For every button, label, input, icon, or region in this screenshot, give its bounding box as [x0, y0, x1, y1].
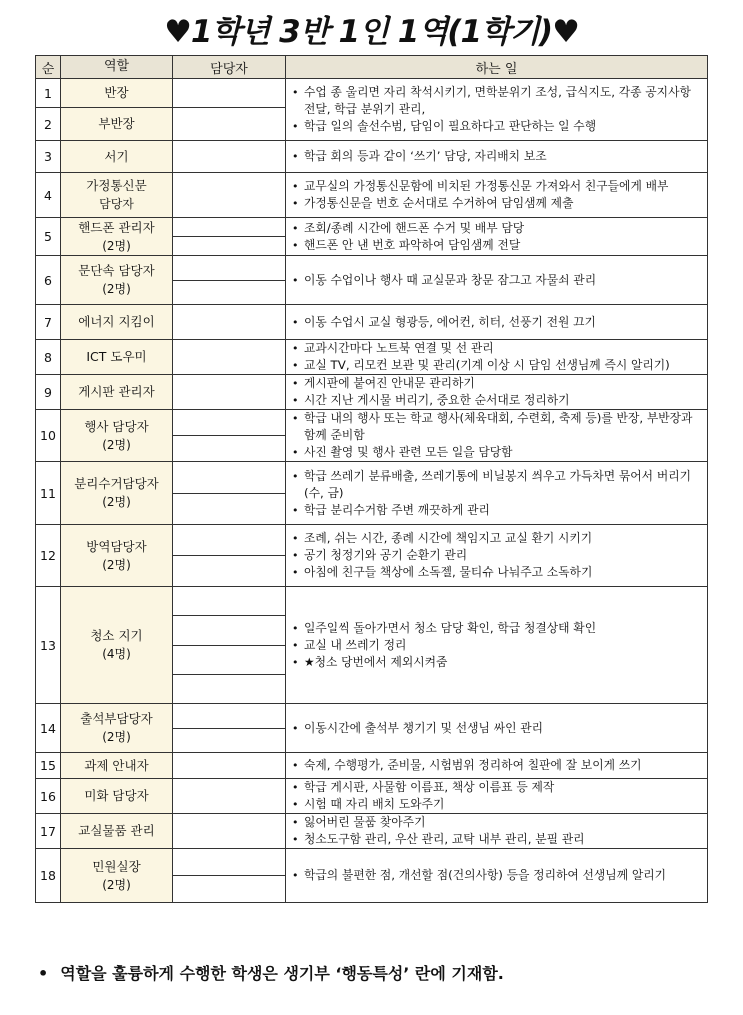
duty-item: • 시간 지난 게시물 버리기, 중요한 순서대로 정리하기 — [286, 392, 707, 409]
duty-list — [286, 867, 707, 884]
role-name: 출석부담당자 — [80, 711, 153, 726]
role-count: 담당자 — [99, 197, 134, 211]
manager-slot[interactable] — [173, 849, 285, 876]
role-count: (2명) — [102, 557, 131, 572]
duty-item: • 학급 일의 솔선수범, 담임이 필요하다고 판단하는 일 수행 — [286, 118, 707, 135]
duty-item: • 공기 청정기와 공기 순환기 관리 — [286, 547, 707, 564]
role-name: 반장 — [104, 85, 129, 100]
row-number: 6 — [36, 256, 61, 305]
role-cell — [61, 218, 173, 256]
duties-cell — [286, 410, 708, 462]
row-number: 9 — [36, 375, 61, 410]
manager-slot[interactable] — [173, 108, 285, 140]
manager-cell — [173, 141, 286, 173]
manager-slot[interactable] — [173, 525, 285, 556]
duty-item: • ★청소 당번에서 제외시켜줌 — [286, 654, 707, 671]
manager-slot[interactable] — [173, 587, 285, 616]
role-name: 가정통신문 — [86, 178, 147, 193]
duties-cell — [286, 587, 708, 704]
manager-slot[interactable] — [173, 779, 285, 813]
role-name: 게시판 관리자 — [78, 384, 155, 399]
table-row — [36, 779, 708, 814]
row-number: 15 — [36, 753, 61, 779]
duty-item: • 이동 수업시 교실 형광등, 에어컨, 히터, 선풍기 전원 끄기 — [286, 314, 707, 331]
row-number: 2 — [36, 108, 61, 141]
duties-cell — [286, 779, 708, 814]
table-row — [36, 462, 708, 525]
duties-cell — [286, 79, 708, 141]
table-row — [36, 218, 708, 256]
manager-slot[interactable] — [173, 815, 285, 848]
duties-cell — [286, 141, 708, 173]
manager-cell — [173, 525, 286, 587]
duty-item: • 숙제, 수행평가, 준비물, 시험범위 정리하여 칠판에 잘 보이게 쓰기 — [286, 757, 707, 774]
duty-item: • 시험 때 자리 배치 도와주기 — [286, 796, 707, 813]
manager-slot[interactable] — [173, 675, 285, 703]
footnote-bullet: • — [38, 964, 49, 983]
row-number: 13 — [36, 587, 61, 704]
table-row — [36, 141, 708, 173]
duty-list — [286, 340, 707, 374]
header-duties: 하는 일 — [286, 56, 708, 79]
manager-slot[interactable] — [173, 646, 285, 675]
duties-cell — [286, 256, 708, 305]
manager-cell — [173, 256, 286, 305]
manager-slot[interactable] — [173, 305, 285, 339]
duties-cell — [286, 305, 708, 340]
row-number: 18 — [36, 849, 61, 903]
manager-slot[interactable] — [173, 376, 285, 409]
duties-cell — [286, 814, 708, 849]
duty-item: • 학급 게시판, 사물함 이름표, 책상 이름표 등 제작 — [286, 779, 707, 796]
role-count: (2명) — [102, 238, 131, 253]
role-name: 부반장 — [98, 116, 135, 131]
manager-slot[interactable] — [173, 237, 285, 255]
duty-list — [286, 410, 707, 461]
manager-slot[interactable] — [173, 173, 285, 217]
role-cell — [61, 704, 173, 753]
table-row — [36, 525, 708, 587]
duty-list — [286, 220, 707, 254]
role-name: 서기 — [104, 148, 129, 164]
manager-slot[interactable] — [173, 704, 285, 729]
duty-item: • 일주일씩 돌아가면서 청소 담당 확인, 학급 청결상태 확인 — [286, 620, 707, 637]
manager-slot[interactable] — [173, 341, 285, 374]
footnote-text: 역할을 훌륭하게 수행한 학생은 생기부 ‘행동특성’ 란에 기재함. — [60, 964, 504, 983]
duty-item: • 교무실의 가정통신문함에 비치된 가정통신문 가져와서 친구들에게 배부 — [286, 178, 707, 195]
duty-list — [286, 375, 707, 409]
role-name: 민원실장 — [92, 858, 141, 874]
duty-item: • 핸드폰 안 낸 번호 파악하여 담임샘께 전달 — [286, 237, 707, 254]
role-count: (2명) — [102, 437, 131, 452]
manager-cell — [173, 704, 286, 753]
manager-slot[interactable] — [173, 729, 285, 753]
duty-item: • 게시판에 붙여진 안내문 관리하기 — [286, 375, 707, 392]
role-name: ICT 도우미 — [86, 349, 147, 364]
duty-list — [286, 779, 707, 813]
table-row — [36, 704, 708, 753]
duty-item: • 학급 내의 행사 또는 학교 행사(체육대회, 수련회, 축제 등)를 반장, 부반장과 함께 준비함 — [286, 410, 707, 444]
role-cell — [61, 173, 173, 218]
duty-item: • 가정통신문을 번호 순서대로 수거하여 담임샘께 제출 — [286, 195, 707, 212]
manager-slot[interactable] — [173, 556, 285, 586]
manager-cell — [173, 173, 286, 218]
manager-slot[interactable] — [173, 281, 285, 305]
duty-list — [286, 720, 707, 737]
role-cell — [61, 849, 173, 903]
role-cell — [61, 305, 173, 340]
duty-list — [286, 272, 707, 289]
duty-list — [286, 148, 707, 165]
footnote — [38, 961, 504, 984]
duty-list — [286, 468, 707, 519]
duty-item: • 수업 종 울리면 자리 착석시키기, 면학분위기 조성, 급식지도, 각종 공지사항 전달, 학급 분위기 관리, — [286, 84, 707, 118]
duty-item: • 사진 촬영 및 행사 관련 모든 일을 담당함 — [286, 444, 707, 461]
duty-item: • 이동 수업이나 행사 때 교실문과 창문 잠그고 자물쇠 관리 — [286, 272, 707, 289]
manager-cell — [173, 108, 286, 141]
duty-list — [286, 530, 707, 581]
role-name: 핸드폰 관리자 — [78, 219, 155, 235]
manager-slot[interactable] — [173, 79, 285, 107]
table-row — [36, 587, 708, 704]
table-row — [36, 79, 708, 108]
row-number: 8 — [36, 340, 61, 375]
duty-item: • 학급 회의 등과 같이 ‘쓰기’ 담당, 자리배치 보조 — [286, 148, 707, 165]
role-name: 청소 지기 — [90, 628, 143, 643]
role-cell — [61, 525, 173, 587]
duty-item: • 교과시간마다 노트북 연결 및 선 관리 — [286, 340, 707, 357]
table-row — [36, 753, 708, 779]
duty-item: • 학급의 불편한 점, 개선할 점(건의사항) 등을 정리하여 선생님께 알리기 — [286, 867, 707, 884]
manager-cell — [173, 305, 286, 340]
table-row — [36, 849, 708, 903]
duties-cell — [286, 375, 708, 410]
duty-item: • 아침에 친구들 책상에 소독젤, 물티슈 나눠주고 소독하기 — [286, 564, 707, 581]
row-number: 10 — [36, 410, 61, 462]
duty-item: • 교실 TV, 리모컨 보관 및 관리(기계 이상 시 담임 선생님께 즉시 알리기) — [286, 357, 707, 374]
manager-cell — [173, 587, 286, 704]
manager-slot[interactable] — [173, 494, 285, 525]
duty-item: • 조례, 쉬는 시간, 종례 시간에 책임지고 교실 환기 시키기 — [286, 530, 707, 547]
duties-cell — [286, 525, 708, 587]
duty-list — [286, 314, 707, 331]
manager-slot[interactable] — [173, 876, 285, 902]
manager-slot[interactable] — [173, 256, 285, 281]
role-name: 방역담당자 — [86, 538, 147, 554]
header-role: 역할 — [61, 56, 173, 79]
row-number: 11 — [36, 462, 61, 525]
duty-item: • 조회/종례 시간에 핸드폰 수거 및 배부 담당 — [286, 220, 707, 237]
manager-slot[interactable] — [173, 616, 285, 645]
role-cell — [61, 108, 173, 141]
duty-list — [286, 814, 707, 848]
manager-slot[interactable] — [173, 141, 285, 172]
duties-cell — [286, 753, 708, 779]
manager-cell — [173, 779, 286, 814]
duties-cell — [286, 704, 708, 753]
duties-cell — [286, 462, 708, 525]
duties-cell — [286, 849, 708, 903]
duties-cell — [286, 173, 708, 218]
duty-item: • 학급 분리수거함 주변 깨끗하게 관리 — [286, 502, 707, 519]
manager-slot[interactable] — [173, 218, 285, 237]
manager-cell — [173, 375, 286, 410]
duty-item: • 교실 내 쓰레기 정리 — [286, 637, 707, 654]
role-count: (2명) — [102, 730, 131, 744]
role-cell — [61, 375, 173, 410]
row-number: 16 — [36, 779, 61, 814]
manager-cell — [173, 218, 286, 256]
duty-item: • 이동시간에 출석부 챙기기 및 선생님 싸인 관리 — [286, 720, 707, 737]
role-name: 분리수거담당자 — [74, 476, 159, 491]
table-row — [36, 256, 708, 305]
duty-list — [286, 84, 707, 135]
role-cell — [61, 256, 173, 305]
page-title: ♥1학년 3반 1인 1역(1학기)♥ — [164, 14, 579, 50]
table-row — [36, 814, 708, 849]
role-cell — [61, 753, 173, 779]
manager-cell — [173, 462, 286, 525]
role-name: 미화 담당자 — [84, 788, 149, 803]
role-count: (2명) — [102, 282, 131, 296]
manager-cell — [173, 849, 286, 903]
row-number: 4 — [36, 173, 61, 218]
role-name: 과제 안내자 — [84, 757, 149, 773]
manager-slot[interactable] — [173, 462, 285, 494]
duty-item: • 잃어버린 물품 찾아주기 — [286, 814, 707, 831]
duty-item: • 학급 쓰레기 분류배출, 쓰레기통에 비닐봉지 씌우고 가득차면 묶어서 버리기 (수, 금) — [286, 468, 707, 502]
role-cell — [61, 587, 173, 704]
manager-cell — [173, 410, 286, 462]
table-row — [36, 375, 708, 410]
table-row — [36, 305, 708, 340]
row-number: 3 — [36, 141, 61, 173]
table-row — [36, 340, 708, 375]
row-number: 14 — [36, 704, 61, 753]
row-number: 5 — [36, 218, 61, 256]
row-number: 12 — [36, 525, 61, 587]
role-name: 문단속 담당자 — [78, 263, 155, 278]
role-table — [35, 55, 708, 903]
table-header-row — [36, 56, 708, 79]
role-cell — [61, 79, 173, 108]
role-cell — [61, 410, 173, 462]
role-count: (4명) — [102, 647, 131, 661]
manager-cell — [173, 753, 286, 779]
table-row — [36, 410, 708, 462]
role-cell — [61, 141, 173, 173]
duty-list — [286, 757, 707, 774]
role-cell — [61, 779, 173, 814]
row-number: 1 — [36, 79, 61, 108]
header-manager: 담당자 — [173, 56, 286, 79]
row-number: 7 — [36, 305, 61, 340]
manager-cell — [173, 814, 286, 849]
role-cell — [61, 814, 173, 849]
duties-cell — [286, 218, 708, 256]
manager-cell — [173, 79, 286, 108]
manager-slot[interactable] — [173, 753, 285, 778]
role-cell — [61, 340, 173, 375]
duty-list — [286, 178, 707, 212]
header-no: 순 — [36, 56, 61, 79]
manager-slot[interactable] — [173, 436, 285, 461]
duty-list — [286, 620, 707, 671]
manager-slot[interactable] — [173, 410, 285, 436]
duties-cell — [286, 340, 708, 375]
table-row — [36, 173, 708, 218]
role-count: (2명) — [102, 877, 131, 892]
role-count: (2명) — [102, 495, 131, 509]
role-name: 교실물품 관리 — [78, 823, 155, 838]
role-name: 에너지 지킴이 — [78, 314, 155, 329]
duty-item: • 청소도구함 관리, 우산 관리, 교탁 내부 관리, 분필 관리 — [286, 831, 707, 848]
role-name: 행사 담당자 — [84, 418, 149, 434]
role-cell — [61, 462, 173, 525]
manager-cell — [173, 340, 286, 375]
row-number: 17 — [36, 814, 61, 849]
